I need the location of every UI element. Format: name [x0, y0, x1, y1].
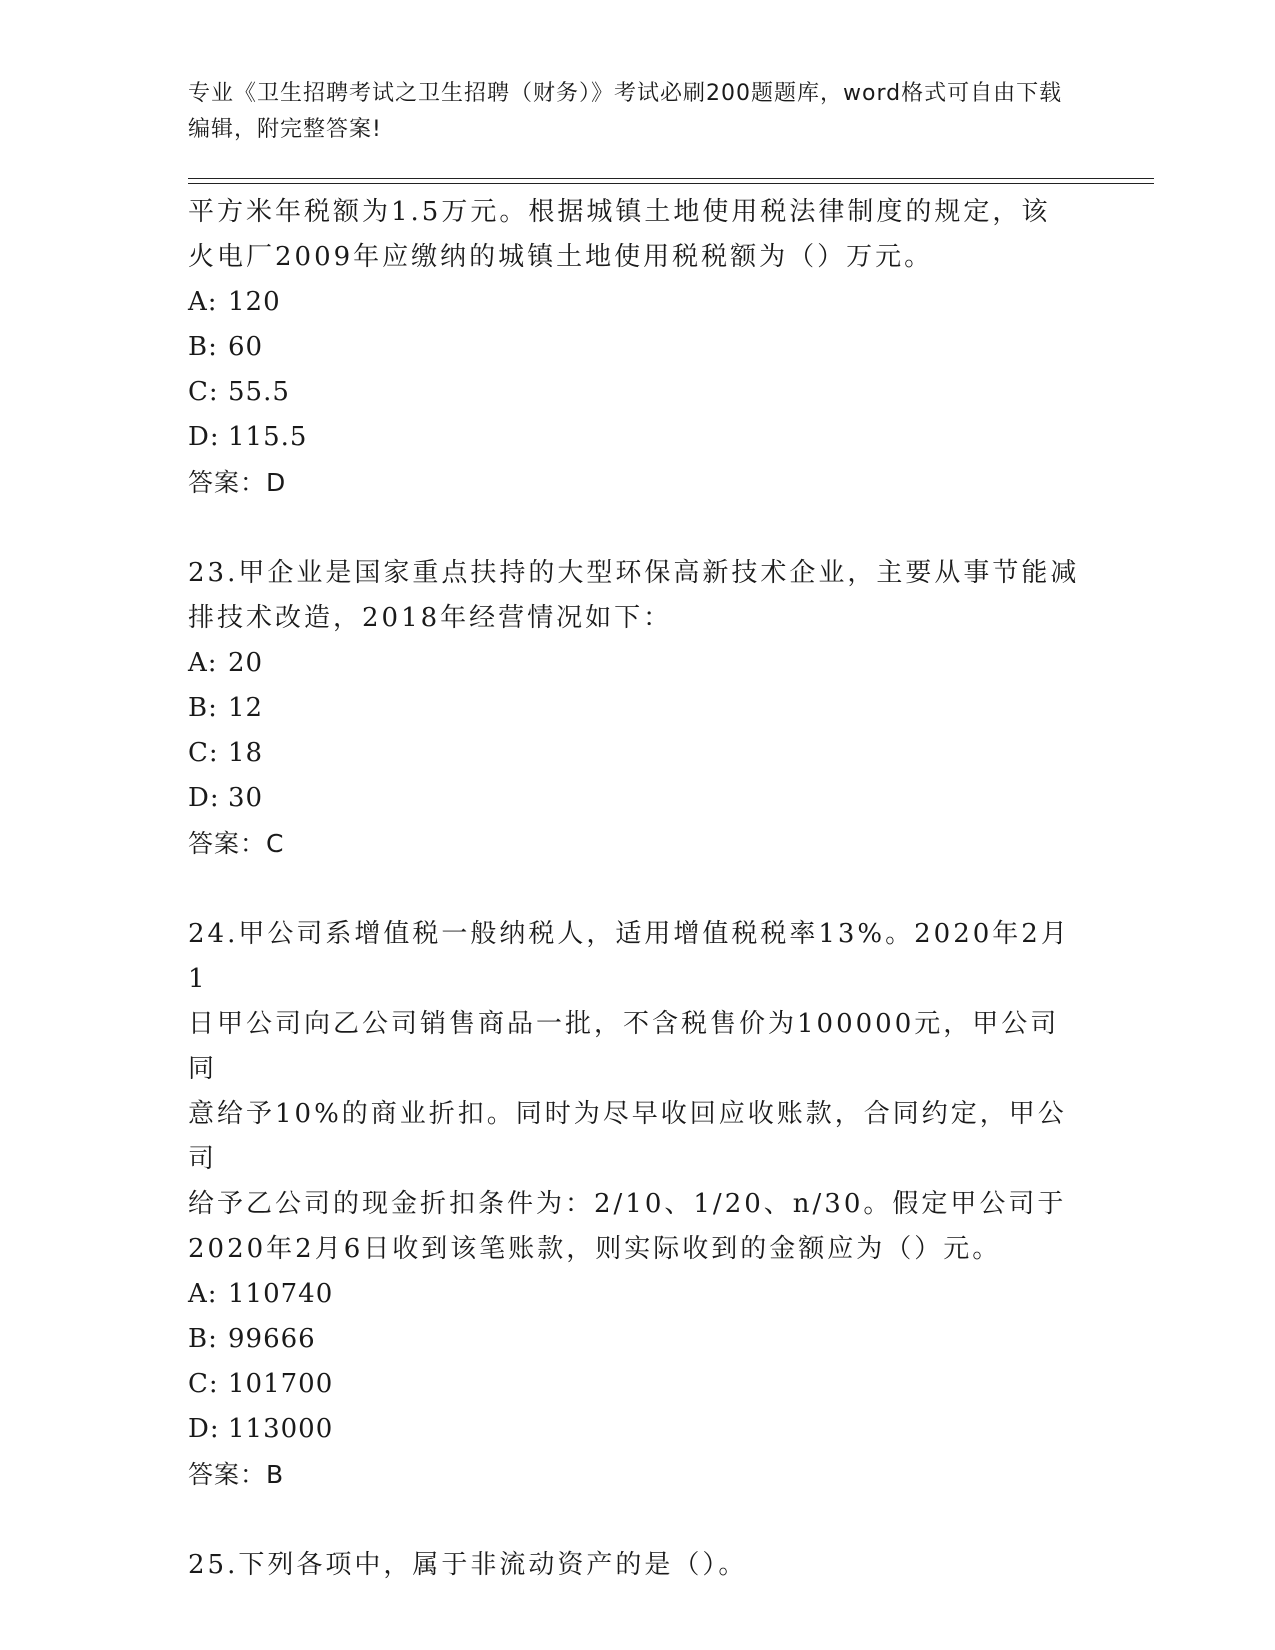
option-c: [188, 1362, 1088, 1407]
option-a: [188, 1272, 1088, 1317]
option-d: [188, 415, 1088, 460]
question-block: [188, 551, 1088, 866]
option-d: [188, 776, 1088, 821]
answer-line: 答案：B: [188, 1460, 285, 1489]
option-c: [188, 731, 1088, 776]
option-b: [188, 325, 1088, 370]
question-stem-line: 给予乙公司的现金折扣条件为：2/10、1/20、n/30。假定甲公司于: [188, 1189, 1067, 1219]
option-text: 120: [228, 287, 281, 317]
option-label: C:: [188, 1369, 219, 1399]
question-list: [188, 190, 1088, 1588]
question-stem-line: 意给予10%的商业折扣。同时为尽早收回应收账款，合同约定，甲公司: [188, 1099, 1067, 1174]
option-label: B:: [188, 332, 218, 362]
question-stem-line: 日甲公司向乙公司销售商品一批，不含税售价为100000元，甲公司同: [188, 1009, 1060, 1084]
option-text: 99666: [228, 1324, 316, 1354]
question-stem-line: 平方米年税额为1.5万元。根据城镇土地使用税法律制度的规定，该: [188, 197, 1051, 227]
option-b: [188, 686, 1088, 731]
option-text: 115.5: [228, 422, 308, 452]
question-stem-line: 2020年2月6日收到该笔账款，则实际收到的金额应为（）元。: [188, 1234, 1002, 1264]
option-c: [188, 370, 1088, 415]
question-block: [188, 190, 1088, 505]
question-stem-line: 25.下列各项中，属于非流动资产的是（）。: [188, 1550, 748, 1580]
spacer: [188, 505, 1088, 551]
header-divider-top: [188, 178, 1154, 179]
option-a: [188, 280, 1088, 325]
option-label: A:: [188, 648, 218, 678]
document-header: 专业《卫生招聘考试之卫生招聘（财务）》考试必刷200题题库，word格式可自由下载编辑，附完整答案!: [188, 81, 1063, 142]
option-text: 12: [228, 693, 264, 723]
option-d: [188, 1407, 1088, 1452]
option-text: 101700: [228, 1369, 334, 1399]
answer-line: 答案：C: [188, 829, 285, 858]
option-label: B:: [188, 1324, 218, 1354]
option-label: D:: [188, 783, 220, 813]
option-label: A:: [188, 287, 218, 317]
option-label: D:: [188, 422, 220, 452]
option-b: [188, 1317, 1088, 1362]
option-text: 60: [228, 332, 264, 362]
question-block: [188, 912, 1088, 1497]
question-block: [188, 1543, 1088, 1588]
option-label: A:: [188, 1279, 218, 1309]
question-stem-line: 24.甲公司系增值税一般纳税人，适用增值税税率13%。2020年2月1: [188, 919, 1070, 994]
option-text: 18: [228, 738, 264, 768]
question-stem-line: 火电厂2009年应缴纳的城镇土地使用税税额为（）万元。: [188, 242, 934, 272]
option-label: B:: [188, 693, 218, 723]
option-label: C:: [188, 738, 219, 768]
answer-line: 答案：D: [188, 468, 287, 497]
option-text: 113000: [228, 1414, 334, 1444]
option-text: 20: [228, 648, 264, 678]
question-stem-line: 23.甲企业是国家重点扶持的大型环保高新技术企业，主要从事节能减: [188, 558, 1080, 588]
option-label: C:: [188, 377, 219, 407]
question-stem-line: 排技术改造，2018年经营情况如下：: [188, 603, 673, 633]
option-text: 30: [228, 783, 264, 813]
header-divider-bottom: [188, 183, 1154, 184]
option-label: D:: [188, 1414, 220, 1444]
spacer: [188, 866, 1088, 912]
option-text: 110740: [228, 1279, 334, 1309]
option-a: [188, 641, 1088, 686]
spacer: [188, 1497, 1088, 1543]
option-text: 55.5: [228, 377, 290, 407]
